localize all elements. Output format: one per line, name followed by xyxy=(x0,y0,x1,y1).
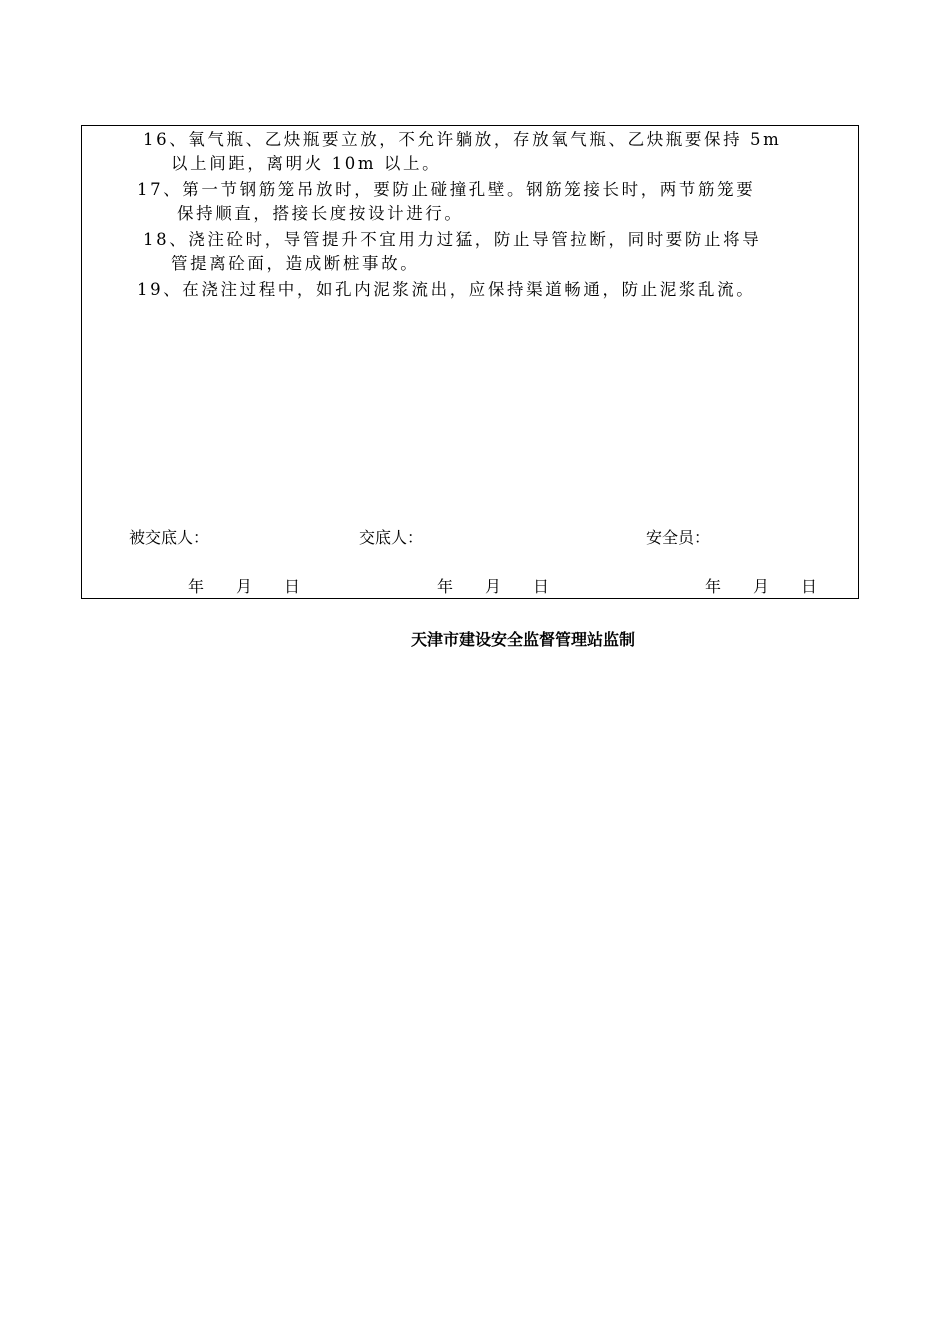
year-label: 年 xyxy=(705,577,722,596)
receiver-date xyxy=(188,577,300,597)
item-18-line-2: 管提离砼面，造成断桩事故。 xyxy=(171,254,420,273)
day-label: 日 xyxy=(801,577,818,596)
day-label: 日 xyxy=(284,577,301,596)
item-16-line-2: 以上间距，离明火 10m 以上。 xyxy=(171,154,442,173)
year-label: 年 xyxy=(188,577,205,596)
item-16-line-1: 16、氧气瓶、乙炔瓶要立放，不允许躺放，存放氧气瓶、乙炔瓶要保持 5m xyxy=(143,130,782,149)
item-19-line-1: 19、在浇注过程中，如孔内泥浆流出，应保持渠道畅通，防止泥浆乱流。 xyxy=(137,280,756,299)
safety-officer-date xyxy=(705,577,817,597)
safety-officer-label: 安全员： xyxy=(646,528,711,547)
month-label: 月 xyxy=(485,577,502,596)
day-label: 日 xyxy=(533,577,550,596)
month-label: 月 xyxy=(753,577,770,596)
item-17-line-1: 17、第一节钢筋笼吊放时，要防止碰撞孔壁。钢筋笼接长时，两节筋笼要 xyxy=(137,180,756,199)
year-label: 年 xyxy=(437,577,454,596)
receiver-label: 被交底人： xyxy=(129,528,210,547)
item-18-line-1: 18、浇注砼时，导管提升不宜用力过猛，防止导管拉断，同时要防止将导 xyxy=(143,230,762,249)
presenter-date xyxy=(437,577,549,597)
presenter-label: 交底人： xyxy=(359,528,424,547)
month-label: 月 xyxy=(236,577,253,596)
issuer-footer: 天津市建设安全监督管理站监制 xyxy=(410,630,635,649)
item-17-line-2: 保持顺直，搭接长度按设计进行。 xyxy=(177,204,464,223)
